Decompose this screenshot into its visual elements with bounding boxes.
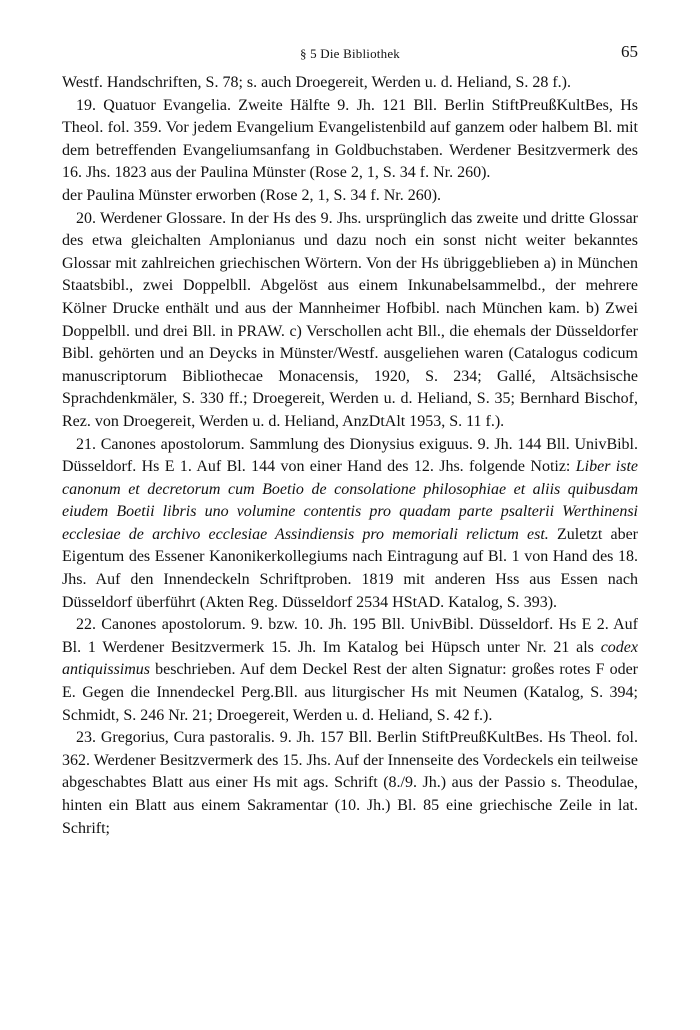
paragraph [62, 434, 638, 615]
body-text [62, 72, 638, 840]
paragraph-text: Westf. Handschriften, S. 78; s. auch Droegereit, Werden u. d. Heliand, S. 28 f.). [62, 74, 571, 91]
paragraph [62, 727, 638, 840]
page-header [62, 38, 638, 68]
paragraph-text: 20. Werdener Glossare. In der Hs des 9. Jhs. ursprünglich das zweite und dritte Glossar des etwa gleichalten Amplonianus und dazu noch ein sonst nicht weiter bekanntes Glossar mit zahlreichen griechischen Wörtern. Von der Hs übriggeblieben a) in München Staatsbibl., zwei Doppelbll. Abgelöst aus einem Inkunabelsammelbd., der mehrere Kölner Drucke enthält und aus der Mannheimer Hofbibl. nach München kam. b) Zwei Doppelbll. und drei Bll. in PRAW. c) Verschollen acht Bll., die ehemals der Düsseldorfer Bibl. gehörten und an Deycks in Münster/Westf. ausgeliehen waren (Catalogus codicum manuscriptorum Bibliothecae Monacensis, 1920, S. 234; Gallé, Altsächsische Sprachdenkmäler, S. 330 ff.; Droegereit, Werden u. d. Heliand, S. 35; Bernhard Bischof, Rez. von Droegereit, Werden u. d. Heliand, AnzDtAlt 1953, S. 11 f.). [62, 209, 638, 430]
paragraph-text: 23. Gregorius, Cura pastoralis. 9. Jh. 157 Bll. Berlin StiftPreußKultBes. Hs Theol. fol. 362. Werdener Besitzvermerk des 15. Jhs. Auf der Innenseite des Vordeckels ein teilweise abgeschabtes Blatt aus einer Hs mit ags. Schrift (8./9. Jh.) aus der Passio s. Theodulae, hinten ein Blatt aus einem Sakramentar (10. Jh.) Bl. 85 eine griechische Zeile in lat. Schrift; [62, 729, 638, 837]
italic-quote: Liber iste canonum et decretorum cum Boetio de consolatione philosophiae et aliis quibusdam eiudem Boetii libris uno volumine contentis pro quadam parte psalterii Werthinensi ecclesiae de archivo ecclesiae Assindiensis pro memoriali relictum est. [62, 458, 639, 543]
paragraph [62, 95, 638, 185]
paragraph [62, 72, 638, 95]
paragraph-text: 22. Canones apostolorum. 9. bzw. 10. Jh. 195 Bll. UnivBibl. Düsseldorf. Hs E 2. Auf Bl. 1 Werdener Besitzvermerk 15. Jh. Im Katalog bei Hüpsch unter Nr. 21 als [62, 616, 638, 656]
running-head: § 5 Die Bibliothek [299, 46, 400, 61]
paragraph-text: 19. Quatuor Evangelia. Zweite Hälfte 9. Jh. 121 Bll. Berlin StiftPreußKultBes, Hs Theol. fol. 359. Vor jedem Evangelium Evangelistenbild auf ganzem oder halbem Bl. mit dem betreffenden Evangeliumsanfang in Goldbuchstaben. Werdener Besitzvermerk des 16. Jhs. 1823 aus der Paulina Münster (Rose 2, 1, S. 34 f. Nr. 260). [62, 96, 638, 182]
paragraph-text: Zuletzt aber Eigentum des Essener Kanonikerkollegiums nach Eintragung auf Bl. 1 von Hand des 18. Jhs. Auf den Innendeckeln Schriftproben. 1819 mit anderen Hss aus Essen nach Düsseldorf überführt (Akten Reg. Düsseldorf 2534 HStAD. Katalog, S. 393). [62, 525, 638, 611]
italic-quote: codex antiquissimus [62, 638, 638, 679]
page-number: 65 [621, 42, 638, 61]
paragraph-text: der Paulina Münster erworben (Rose 2, 1, S. 34 f. Nr. 260). [62, 186, 442, 204]
paragraph [62, 208, 638, 434]
book-page [62, 38, 638, 840]
paragraph [62, 614, 638, 727]
paragraph [62, 185, 638, 208]
paragraph-text: beschrieben. Auf dem Deckel Rest der alten Signatur: großes rotes F oder E. Gegen die Innendeckel Perg.Bll. aus liturgischer Hs mit Neumen (Katalog, S. 394; Schmidt, S. 246 Nr. 21; Droegereit, Werden u. d. Heliand, S. 42 f.). [62, 661, 638, 724]
paragraph-text: 21. Canones apostolorum. Sammlung des Dionysius exiguus. 9. Jh. 144 Bll. UnivBibl. Düsseldorf. Hs E 1. Auf Bl. 144 von einer Hand des 12. Jhs. folgende Notiz: [62, 435, 638, 476]
